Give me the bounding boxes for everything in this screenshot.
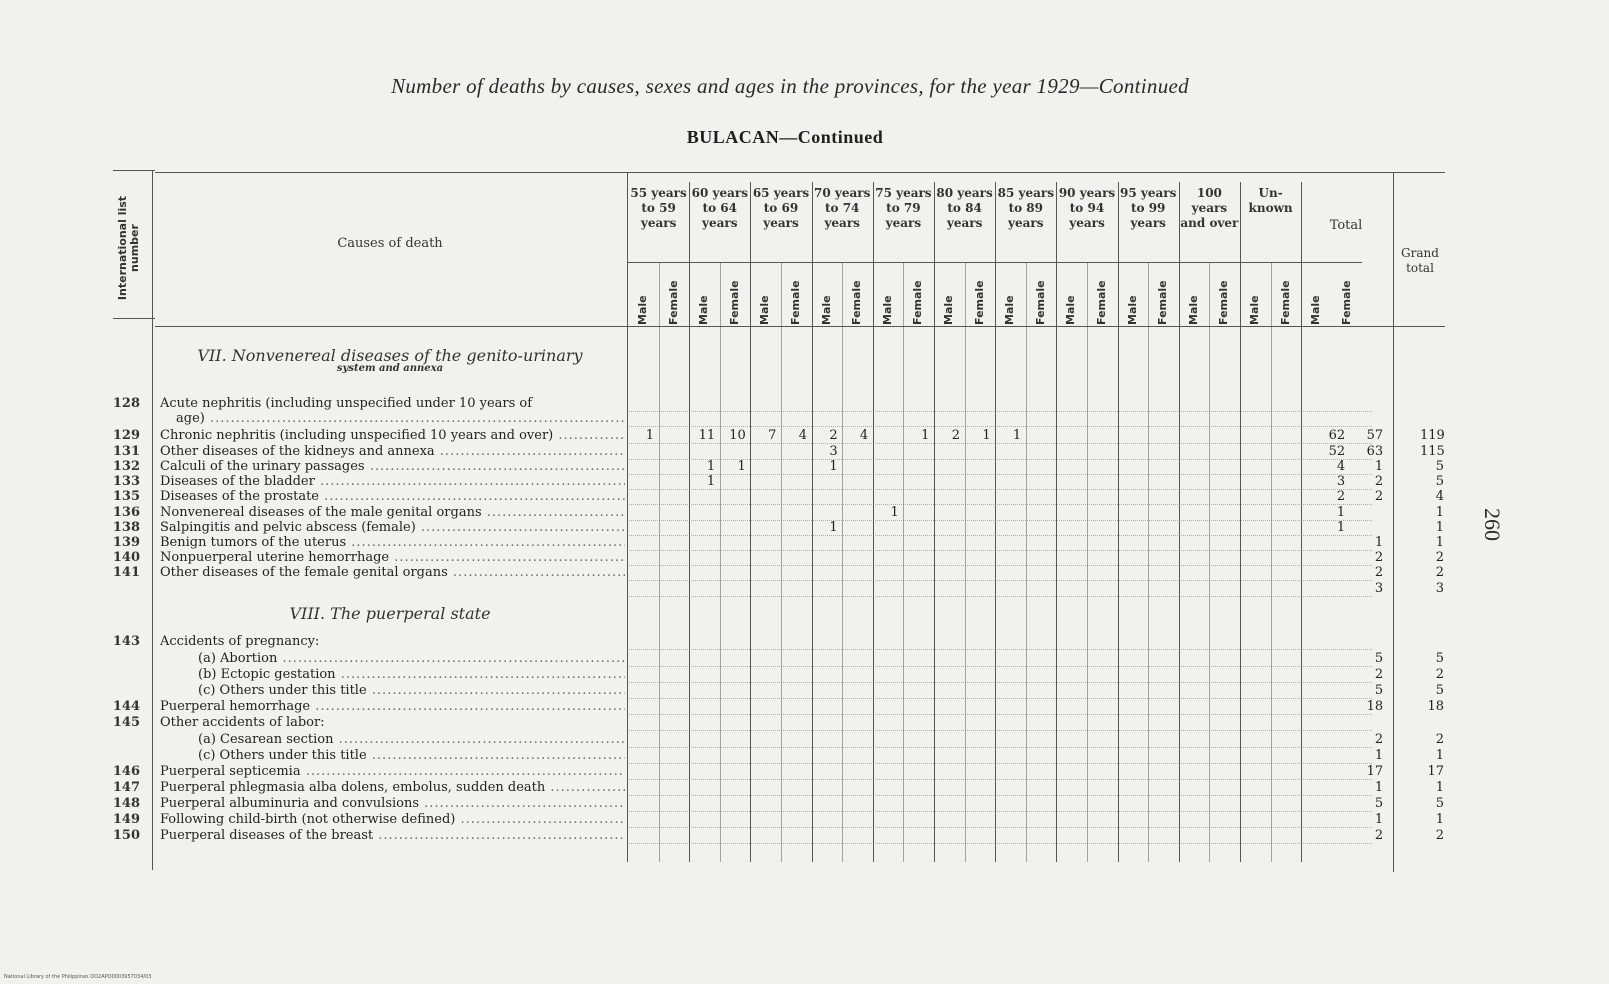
intl-number: 148	[112, 796, 140, 811]
male-column-header: Male	[819, 295, 833, 325]
data-cell: 1	[890, 505, 899, 520]
dot-leader	[627, 780, 1372, 796]
cause-of-death: Puerperal phlegmasia alba dolens, embolus, sudden death .....	[160, 780, 625, 795]
cause-of-death: Diseases of the prostate .....	[160, 489, 625, 504]
cause-of-death: (c) Others under this title .....	[198, 748, 625, 763]
cause-of-death: Puerperal albuminuria and convulsions .....	[160, 796, 625, 811]
total-cell: 2	[1374, 474, 1384, 489]
cause-of-death: Other diseases of the kidneys and annexa .....	[160, 444, 625, 459]
male-column-header: Male	[758, 295, 772, 325]
data-cell: 1	[1012, 428, 1022, 443]
female-column-header: Female	[1339, 280, 1353, 325]
female-column-header: Female	[850, 280, 864, 325]
male-column-header: Male	[636, 295, 649, 325]
grand-total-cell: 5	[1435, 459, 1444, 474]
grand-total-cell: 1	[1435, 812, 1444, 827]
data-cell: 1	[982, 428, 991, 443]
total-cell: 2	[1374, 667, 1384, 682]
dot-leader	[627, 396, 1372, 412]
total-cell: 2	[1374, 550, 1384, 565]
data-cell: 1	[645, 428, 654, 443]
age-group-header: 65 years to 69 years	[752, 186, 810, 230]
grand-total-cell: 2	[1435, 667, 1444, 682]
total-cell: 5	[1374, 651, 1384, 666]
footer-note: National Library of the Philippines DO2APO0003957034/03	[4, 974, 152, 980]
female-column-header: Female	[1095, 280, 1108, 325]
male-column-header: Male	[1064, 295, 1078, 325]
male-column-header: Male	[942, 295, 955, 325]
dot-leader	[627, 550, 1372, 566]
age-group-header: 95 years to 99 years	[1120, 186, 1177, 230]
cause-of-death: (b) Ectopic gestation .....	[198, 667, 625, 682]
dot-leader	[627, 581, 1372, 597]
total-cell: 2	[1374, 828, 1384, 843]
intl-number: 129	[112, 428, 140, 443]
age-group-header: 75 years to 79 years	[875, 186, 932, 230]
cause-of-death: (a) Abortion .....	[198, 651, 625, 666]
dot-leader	[627, 667, 1372, 683]
data-cell: 3	[829, 444, 838, 459]
total-cell: 3	[1374, 581, 1384, 596]
intl-number: 145	[112, 715, 140, 730]
total-cell: 17	[1366, 764, 1384, 779]
page-subtitle: BULACAN—Continued	[686, 127, 884, 147]
age-group-header: 90 years to 94 years	[1058, 186, 1116, 230]
cause-of-death: Puerperal diseases of the breast .....	[160, 828, 625, 843]
grand-total-cell: 1	[1435, 520, 1444, 535]
total-cell: 2	[1336, 489, 1346, 504]
grand-total-cell: 5	[1435, 796, 1444, 811]
female-column-header: Female	[666, 280, 680, 325]
male-column-header: Male	[1125, 295, 1139, 325]
dot-leader	[627, 748, 1372, 764]
dot-leader	[627, 505, 1372, 521]
female-column-header: Female	[1033, 280, 1047, 325]
table-top-rule	[113, 170, 155, 171]
grand-total-header: Grand total	[1401, 246, 1439, 275]
dot-leader	[627, 651, 1372, 667]
grand-total-cell: 1	[1435, 535, 1444, 550]
dot-leader	[627, 535, 1372, 551]
data-cell: 1	[829, 459, 838, 474]
column-rule	[152, 170, 153, 870]
intl-number: 133	[112, 474, 140, 489]
intl-number: 143	[112, 634, 140, 649]
data-cell: 7	[768, 428, 777, 443]
grand-total-cell: 5	[1435, 683, 1444, 698]
grand-total-cell: 5	[1435, 651, 1444, 666]
data-cell: 1	[706, 459, 716, 474]
female-column-header: Female	[1217, 280, 1231, 325]
data-cell: 10	[729, 428, 746, 443]
dot-leader	[627, 732, 1372, 748]
male-column-header: Male	[1186, 295, 1200, 325]
total-cell: 5	[1374, 683, 1384, 698]
dot-leader	[627, 474, 1372, 490]
total-cell: 1	[1374, 748, 1384, 763]
page-title: Number of deaths by causes, sexes and ages in the provinces, for the year 1929—Continued	[391, 74, 1189, 98]
total-cell: 1	[1336, 520, 1346, 535]
intl-number: 147	[112, 780, 140, 795]
grand-total-cell: 1	[1435, 748, 1444, 763]
grand-total-cell: 1	[1435, 505, 1444, 520]
intl-number: 128	[112, 396, 140, 411]
total-cell: 4	[1336, 459, 1346, 474]
dot-leader	[627, 715, 1372, 731]
grand-total-cell: 2	[1435, 550, 1444, 565]
female-column-header: Female	[1156, 280, 1170, 325]
total-cell: 1	[1374, 535, 1384, 550]
cause-of-death: Nonvenereal diseases of the male genital organs .....	[160, 505, 625, 520]
section-heading: VII. Nonvenereal diseases of the genito-urinary system and annexa	[197, 346, 583, 374]
dot-leader	[627, 444, 1372, 460]
dot-leader	[627, 699, 1372, 715]
dot-leader	[627, 411, 1372, 427]
grand-total-cell: 2	[1435, 828, 1444, 843]
total-cell: 2	[1374, 565, 1384, 580]
female-column-header: Female	[1278, 280, 1292, 325]
age-group-header: 60 years to 64 years	[691, 186, 748, 230]
grand-total-cell: 119	[1420, 428, 1445, 443]
cause-of-death: Salpingitis and pelvic abscess (female) .....	[160, 520, 625, 535]
grand-total-cell: 1	[1435, 780, 1444, 795]
total-cell: 1	[1374, 459, 1384, 474]
dot-leader	[627, 796, 1372, 812]
cause-of-death: Puerperal hemorrhage .....	[160, 699, 625, 714]
intl-number: 149	[112, 812, 140, 827]
intl-number: 146	[112, 764, 140, 779]
data-cell: 4	[859, 428, 869, 443]
total-cell: 1	[1374, 812, 1384, 827]
intl-number: 132	[112, 459, 140, 474]
age-group-header: 55 years to 59 years	[630, 186, 687, 230]
cause-of-death: Following child-birth (not otherwise defined) .....	[160, 812, 625, 827]
data-cell: 1	[921, 428, 930, 443]
cause-of-death: Puerperal septicemia .....	[160, 764, 625, 779]
male-column-header: Male	[880, 295, 894, 325]
intl-number: 139	[112, 535, 140, 550]
intl-number: 141	[112, 565, 140, 580]
intl-number: 144	[112, 699, 140, 714]
data-cell: 1	[829, 520, 838, 535]
cause-of-death: (a) Cesarean section .....	[198, 732, 625, 747]
total-cell: 2	[1374, 732, 1384, 747]
cause-of-death: Other accidents of labor:	[160, 715, 325, 730]
grand-total-cell: 17	[1427, 764, 1444, 779]
female-column-header: Female	[972, 280, 986, 325]
total-cell: 18	[1366, 699, 1384, 714]
data-cell: 4	[798, 428, 807, 443]
intl-number: 140	[112, 550, 140, 565]
cause-of-death: Nonpuerperal uterine hemorrhage .....	[160, 550, 625, 565]
total-cell: 57	[1366, 428, 1384, 443]
age-group-header: 80 years to 84 years	[936, 186, 993, 230]
female-column-header: Female	[789, 280, 802, 325]
grand-total-cell: 2	[1435, 565, 1444, 580]
dot-leader	[627, 489, 1372, 505]
header-bottom-rule	[155, 326, 1445, 327]
data-cell: 11	[698, 428, 716, 443]
cause-of-death: Calculi of the urinary passages .....	[160, 459, 625, 474]
dot-leader	[627, 565, 1372, 581]
grand-total-cell: 4	[1435, 489, 1444, 504]
total-cell: 1	[1336, 505, 1346, 520]
total-cell: 52	[1328, 444, 1346, 459]
male-column-header: Male	[697, 295, 711, 325]
intl-number: 131	[112, 444, 140, 459]
male-column-header: Male	[1248, 295, 1261, 325]
dot-leader	[627, 520, 1372, 536]
cause-of-death: Accidents of pregnancy:	[160, 634, 320, 649]
dot-leader	[627, 683, 1372, 699]
dot-leader	[627, 764, 1372, 780]
total-cell: 3	[1336, 474, 1346, 489]
total-cell: 62	[1328, 428, 1346, 443]
data-cell: 2	[829, 428, 838, 443]
grand-total-cell: 115	[1420, 444, 1445, 459]
age-group-header: 70 years to 74 years	[814, 186, 871, 230]
total-cell: 63	[1366, 444, 1384, 459]
intl-number: 150	[112, 828, 140, 843]
male-column-header: Male	[1309, 295, 1323, 325]
column-rule	[1393, 172, 1394, 872]
cause-of-death: Acute nephritis (including unspecified under 10 years of	[160, 396, 533, 411]
cause-of-death: age) .....	[176, 411, 625, 426]
data-cell: 2	[951, 428, 960, 443]
grand-total-cell: 2	[1435, 732, 1444, 747]
table-top-rule	[155, 172, 1445, 173]
page-number: 260	[1480, 508, 1505, 541]
total-header: Total	[1329, 218, 1363, 233]
header-sub-rule	[628, 262, 1362, 263]
male-column-header: Male	[1003, 295, 1017, 325]
female-column-header: Female	[727, 280, 741, 325]
total-cell: 1	[1374, 780, 1384, 795]
causes-header: Causes of death	[337, 236, 443, 251]
age-group-header: 85 years to 89 years	[997, 186, 1054, 230]
data-cell: 1	[737, 459, 746, 474]
intl-number: 135	[112, 489, 140, 504]
age-group-header: 100 years and over	[1180, 186, 1239, 230]
cause-of-death: Benign tumors of the uterus .....	[160, 535, 625, 550]
cause-of-death: (c) Others under this title .....	[198, 683, 625, 698]
age-group-header: Un-known	[1248, 186, 1293, 215]
female-column-header: Female	[911, 280, 925, 325]
intl-number: 138	[112, 520, 140, 535]
dot-leader	[627, 812, 1372, 828]
intl-number-header: International list number	[116, 195, 141, 301]
total-cell: 2	[1374, 489, 1384, 504]
dot-leader	[627, 634, 1372, 650]
cause-of-death: Chronic nephritis (including unspecified 10 years and over) .....	[160, 428, 625, 443]
cause-of-death: Diseases of the bladder .....	[160, 474, 625, 489]
section-heading: VIII. The puerperal state	[289, 604, 491, 623]
grand-total-cell: 18	[1427, 699, 1444, 714]
cause-of-death: Other diseases of the female genital organs .....	[160, 565, 625, 580]
dot-leader	[627, 828, 1372, 844]
grand-total-cell: 5	[1435, 474, 1444, 489]
total-cell: 5	[1374, 796, 1384, 811]
grand-total-cell: 3	[1435, 581, 1444, 596]
data-cell: 1	[706, 474, 716, 489]
intl-number: 136	[112, 505, 140, 520]
header-bottom-rule	[113, 318, 155, 319]
